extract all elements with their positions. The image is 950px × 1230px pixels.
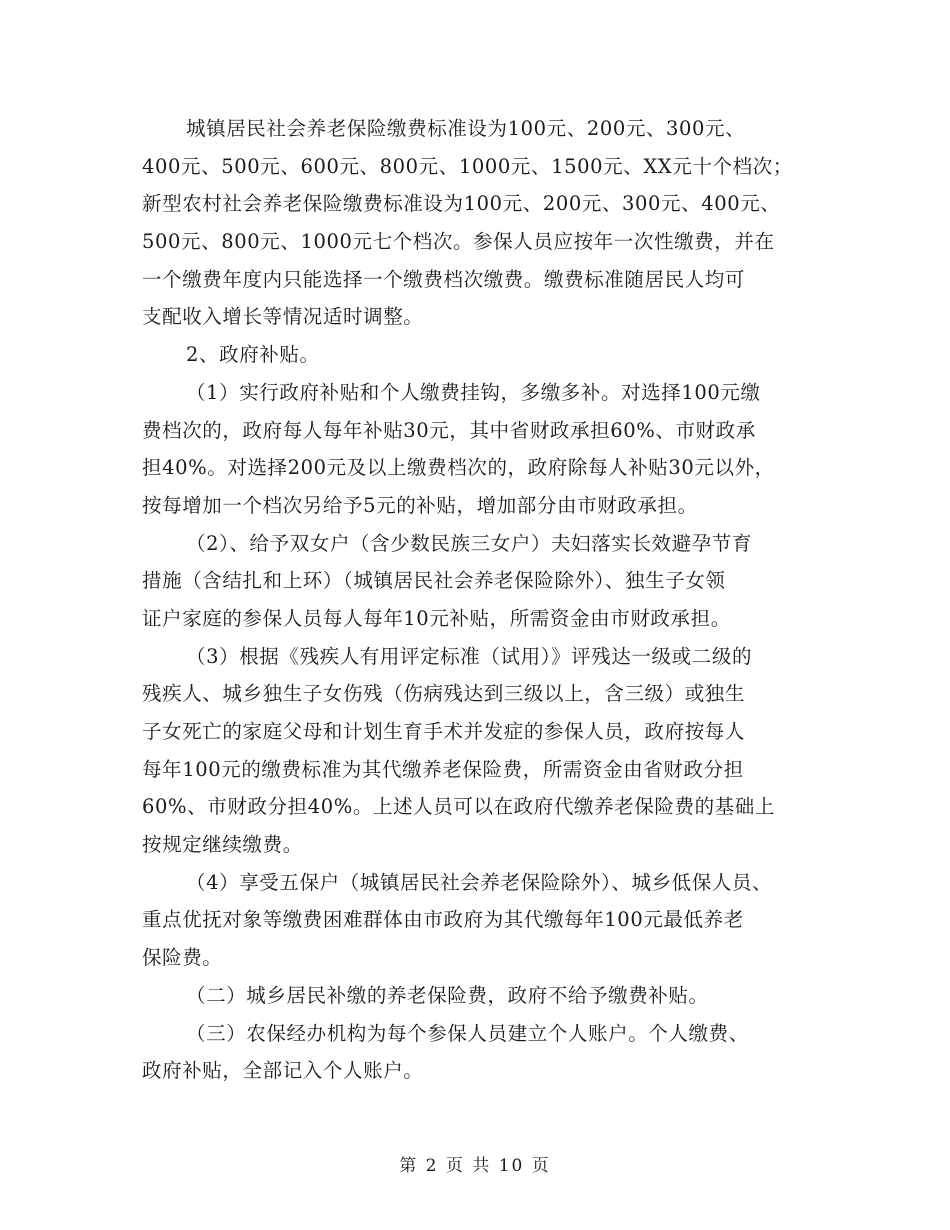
text-line: 新型农村社会养老保险缴费标准设为100元、200元、300元、400元、 [142,192,781,216]
text-line: 子女死亡的家庭父母和计划生育手术并发症的参保人员，政府按每人 [142,720,746,743]
text-line: 400元、500元、600元、800元、1000元、1500元、XX元十个档次； [142,154,793,178]
text-line: 措施（含结扎和上环）（城镇居民社会养老保险除外）、独生子女领 [142,569,726,593]
paragraph-item-2 [142,525,822,638]
text-line: 费档次的，政府每人每年补贴30元，其中省财政承担60%、市财政承 [142,418,756,442]
text-line: （三）农保经办机构为每个参保人员建立个人账户。个人缴费、 [186,1021,749,1045]
text-line: 城镇居民社会养老保险缴费标准设为100元、200元、300元、 [186,117,746,140]
text-line: 政府补贴，全部记入个人账户。 [142,1059,424,1083]
paragraph-contribution-standards [142,110,822,336]
paragraph-item-3 [142,638,822,864]
paragraph-section-3 [142,1015,822,1090]
section-heading-government-subsidy [142,336,822,374]
text-line: 担40%。对选择200元及以上缴费档次的，政府除每人补贴30元以外， [142,456,775,480]
text-line: （2）、给予双女户（含少数民族三女户）夫妇落实长效避孕节育 [186,531,753,555]
document-body [142,110,822,1090]
text-line: 证户家庭的参保人员每人每年10元补贴，所需资金由市财政承担。 [142,606,731,630]
text-line: （1）实行政府补贴和个人缴费挂钩，多缴多补。对选择100元缴 [186,380,761,404]
paragraph-section-2 [142,977,822,1015]
text-line: 500元、800元、1000元七个档次。参保人员应按年一次性缴费，并在 [142,230,775,254]
text-line: （3）根据《残疾人有用评定标准（试用）》评残达一级或二级的 [186,644,753,668]
text-line: 支配收入增长等情况适时调整。 [142,305,424,329]
paragraph-item-1 [142,374,822,525]
text-line: 残疾人、城乡独生子女伤残（伤病残达到三级以上，含三级）或独生 [142,682,746,706]
text-line: 按每增加一个档次另给予5元的补贴，增加部分由市财政承担。 [142,493,698,517]
text-line: 保险费。 [142,946,223,970]
section-heading: 2、政府补贴。 [186,343,320,367]
text-line: 60%、市财政分担40%。上述人员可以在政府代缴养老保险费的基础上 [142,795,775,819]
text-line: （二）城乡居民补缴的养老保险费，政府不给予缴费补贴。 [186,983,709,1007]
text-line: 按规定继续缴费。 [142,833,303,857]
page-number-footer: 第 2 页 共 10 页 [399,1156,551,1176]
text-line: 重点优抚对象等缴费困难群体由市政府为其代缴每年100元最低养老 [142,908,744,932]
text-line: （4）享受五保户（城镇居民社会养老保险除外）、城乡低保人员、 [186,870,773,894]
text-line: 一个缴费年度内只能选择一个缴费档次缴费。缴费标准随居民人均可 [142,267,746,291]
text-line: 每年100元的缴费标准为其代缴养老保险费，所需资金由省财政分担 [142,757,744,781]
paragraph-item-4 [142,864,822,977]
